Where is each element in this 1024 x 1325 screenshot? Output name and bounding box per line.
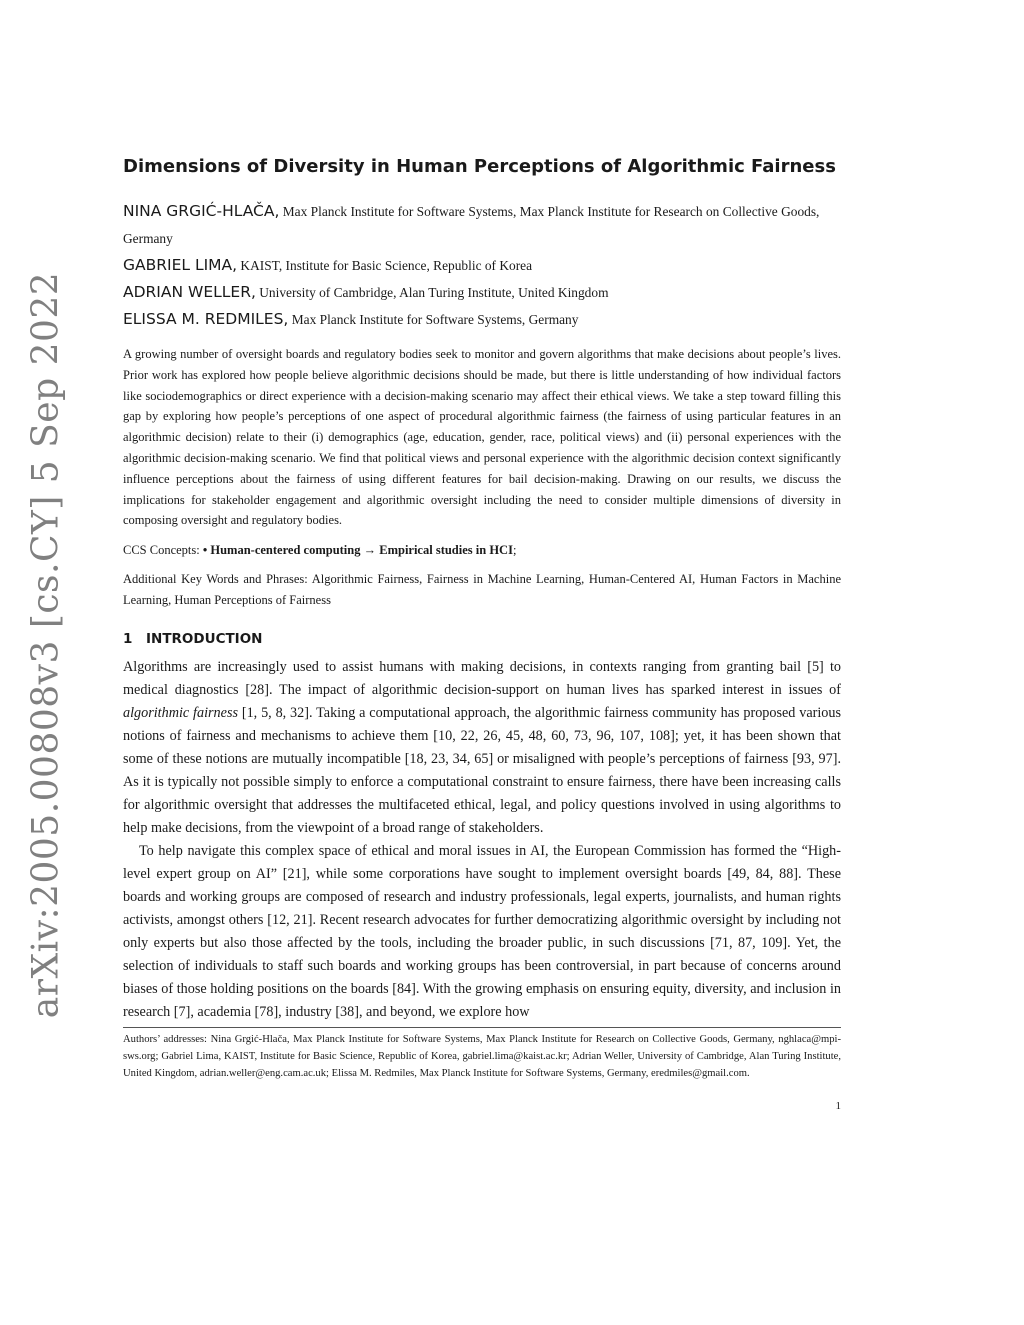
footnote-rule	[123, 1027, 841, 1028]
section-heading	[123, 630, 262, 648]
abstract: A growing number of oversight boards and regulatory bodies seek to monitor and govern algorithms that make decisions about people’s lives. Prior work has explored how people believe algorithmic decisions should be made, but there is little understanding of how individual factors like sociodemographics or direct experience with a decision-making scenario may affect their ethical views. We take a step toward filling this gap by exploring how people’s perceptions of one aspect of procedural algorithmic fairness (the fairness of using particular features in an algorithmic decision) relate to their (i) demographics (age, education, gender, race, political views) and (ii) personal experiences with the algorithmic decision-making scenario. We find that political views and personal experience with the algorithmic decision context significantly influence perceptions about the fairness of using different features for bail decision-making. Drawing on our results, we discuss the implications for stakeholder engagement and algorithmic oversight including the need to consider multiple dimensions of diversity in composing oversight and regulatory bodies.	[123, 347, 841, 528]
author-entry	[123, 198, 841, 252]
ccs-concept-terms: • Human-centered computing → Empirical studies in HCI	[202, 543, 513, 557]
paragraph: To help navigate this complex space of ethical and moral issues in AI, the European Commission has formed the “High-level expert group on AI” [21], while some corporations have sought to implement oversight boards [49, 84, 88]. These boards and working groups are composed of research and industry professionals, legal experts, journalists, and human rights activists, amongst others [12, 21]. Recent research advocates for further democratizing algorithmic oversight by including not only experts but also those affected by the tools, including the broader public, in such discussions [71, 87, 109]. Yet, the selection of individuals to staff such boards and working groups has been controversial, in part because of concerns around biases of those holding positions on the boards [84]. With the growing emphasis on ensuring equity, diversity, and inclusion in research [7], academia [78], industry [38], and beyond, we explore how	[123, 843, 841, 1020]
author-name: ADRIAN WELLER,	[123, 283, 256, 301]
ccs-concepts	[123, 540, 841, 561]
author-name: ELISSA M. REDMILES,	[123, 310, 289, 328]
keywords: Additional Key Words and Phrases: Algorithmic Fairness, Fairness in Machine Learning, Human-Centered AI, Human Factors in Machine Learning, Human Perceptions of Fairness	[123, 572, 841, 607]
arxiv-identifier: arXiv:2005.00808v3 [cs.CY] 5 Sep 2022	[25, 271, 67, 1019]
emphasis-text: algorithmic fairness	[123, 705, 238, 721]
author-list	[123, 198, 841, 333]
author-entry	[123, 252, 841, 279]
paragraph	[123, 656, 841, 840]
author-affiliation: KAIST, Institute for Basic Science, Republic of Korea	[237, 258, 533, 273]
paragraph-text: Algorithms are increasingly used to assist humans with making decisions, in contexts ranging from granting bail [5] to medical diagnostics [28]. The impact of algorithmic decision-support on human lives has sparked interest in issues of	[123, 659, 841, 698]
paragraph-text: [1, 5, 8, 32]. Taking a computational approach, the algorithmic fairness community has proposed various notions of fairness and mechanisms to achieve them [10, 22, 26, 45, 48, 60, 73, 96, 107, 108]; yet, it has been shown that some of these notions are mutually incompatible [18, 23, 34, 65] or misaligned with people’s perceptions of fairness [93, 97]. As it is typically not possible simply to enforce a computational constraint to ensure fairness, there have been increasing calls for algorithmic oversight that addresses the multifaceted ethical, legal, and policy questions involved in using algorithms to help make decisions, from the viewpoint of a broad range of stakeholders.	[123, 705, 842, 836]
authors-addresses-footnote: Authors’ addresses: Nina Grgić-Hlača, Max Planck Institute for Software Systems, Max Planck Institute for Research on Collective Goods, Germany, nghlaca@mpi-sws.org; Gabriel Lima, KAIST, Institute for Basic Science, Republic of Korea, gabriel.lima@kaist.ac.kr; Adrian Weller, University of Cambridge, Alan Turing Institute, United Kingdom, adrian.weller@eng.cam.ac.uk; Elissa M. Redmiles, Max Planck Institute for Software Systems, Germany, eredmiles@gmail.com.	[123, 1034, 841, 1080]
author-entry	[123, 279, 841, 306]
body-text	[123, 656, 841, 1024]
ccs-suffix: ;	[512, 543, 517, 557]
author-affiliation: Max Planck Institute for Software Systems, Max Planck Institute for Research on Collective Goods, Germany	[123, 204, 820, 246]
page-number: 1	[835, 1100, 841, 1112]
author-entry	[123, 306, 841, 333]
author-name: NINA GRGIĆ-HLAČA,	[123, 202, 280, 220]
author-affiliation: University of Cambridge, Alan Turing Institute, United Kingdom	[255, 285, 609, 300]
section-title: INTRODUCTION	[146, 631, 263, 647]
paper-title: Dimensions of Diversity in Human Perceptions of Algorithmic Fairness	[123, 156, 836, 177]
ccs-label: CCS Concepts:	[123, 543, 203, 557]
arxiv-sidebar	[16, 271, 76, 1019]
author-name: GABRIEL LIMA,	[123, 256, 238, 274]
author-affiliation: Max Planck Institute for Software Systems, Germany	[288, 312, 579, 327]
section-number: 1	[123, 631, 133, 647]
